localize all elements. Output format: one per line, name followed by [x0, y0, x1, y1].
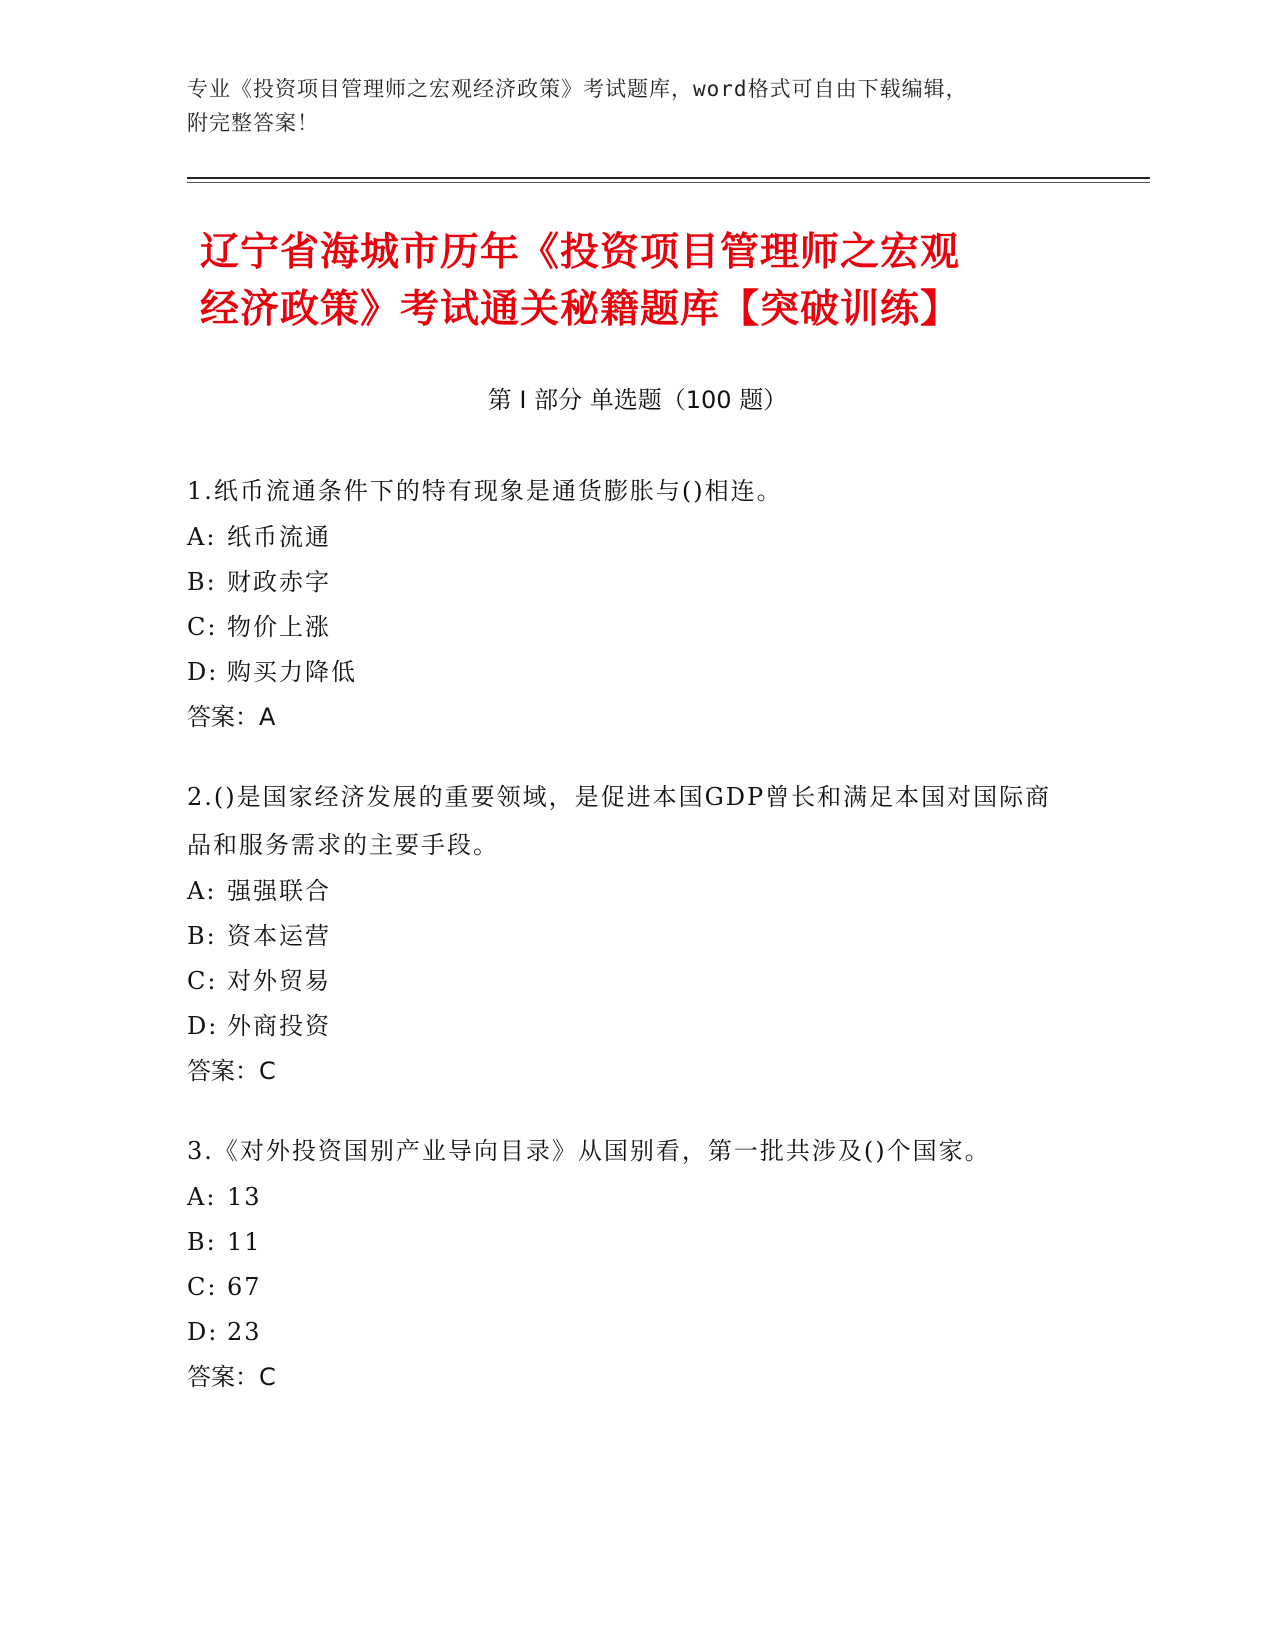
- option-text: 13: [227, 1183, 262, 1211]
- option-key: A:: [187, 877, 217, 905]
- question-stem: 2.()是国家经济发展的重要领域，是促进本国GDP曾长和满足本国对国际商品和服务需求的主要手段。: [187, 783, 1052, 859]
- option-text: 资本运营: [227, 922, 331, 950]
- option-text: 外商投资: [227, 1012, 331, 1040]
- question-list: [187, 475, 1067, 1441]
- option-key: C:: [187, 967, 218, 995]
- option-key: C:: [187, 613, 218, 641]
- header-divider-thick: [187, 177, 1150, 179]
- option-a: [187, 1175, 1067, 1220]
- option-d: [187, 1310, 1067, 1355]
- option-text: 23: [227, 1318, 262, 1346]
- option-text: 财政赤字: [227, 568, 331, 596]
- header-note-line-1: 专业《投资项目管理师之宏观经济政策》考试题库，word格式可自由下载编辑，: [187, 77, 968, 101]
- question-stem: 1.纸币流通条件下的特有现象是通货膨胀与()相连。: [187, 477, 783, 505]
- option-key: D:: [187, 1318, 219, 1346]
- option-key: B:: [187, 922, 217, 950]
- option-text: 物价上涨: [227, 613, 331, 641]
- section-heading: 第 I 部分 单选题（100 题）: [487, 386, 788, 414]
- title-line-2: 经济政策》考试通关秘籍题库【突破训练】: [200, 287, 961, 332]
- option-text: 购买力降低: [227, 658, 357, 686]
- option-a: [187, 515, 1067, 560]
- answer: 答案：A: [187, 703, 276, 731]
- option-text: 对外贸易: [227, 967, 331, 995]
- option-b: [187, 1220, 1067, 1265]
- question-2: [187, 773, 1067, 1094]
- document-title: [200, 224, 1100, 338]
- option-key: D:: [187, 658, 219, 686]
- option-text: 纸币流通: [227, 523, 331, 551]
- option-key: A:: [187, 523, 217, 551]
- question-3: [187, 1127, 1067, 1400]
- option-text: 11: [227, 1228, 262, 1256]
- option-key: B:: [187, 1228, 217, 1256]
- header-divider-thin: [187, 182, 1150, 183]
- option-c: [187, 1265, 1067, 1310]
- option-a: [187, 869, 1067, 914]
- option-b: [187, 560, 1067, 605]
- header-note: [187, 72, 1067, 140]
- header-note-line-2: 附完整答案！: [187, 111, 319, 135]
- option-c: [187, 605, 1067, 650]
- option-c: [187, 959, 1067, 1004]
- option-b: [187, 914, 1067, 959]
- option-key: D:: [187, 1012, 219, 1040]
- option-text: 强强联合: [227, 877, 331, 905]
- question-stem: 3.《对外投资国别产业导向目录》从国别看，第一批共涉及()个国家。: [187, 1137, 991, 1165]
- answer: 答案：C: [187, 1363, 276, 1391]
- option-key: A:: [187, 1183, 217, 1211]
- answer: 答案：C: [187, 1057, 276, 1085]
- question-1: [187, 467, 1067, 740]
- option-d: [187, 650, 1067, 695]
- option-d: [187, 1004, 1067, 1049]
- option-key: C:: [187, 1273, 218, 1301]
- title-line-1: 辽宁省海城市历年《投资项目管理师之宏观: [200, 230, 961, 275]
- option-text: 67: [227, 1273, 262, 1301]
- option-key: B:: [187, 568, 217, 596]
